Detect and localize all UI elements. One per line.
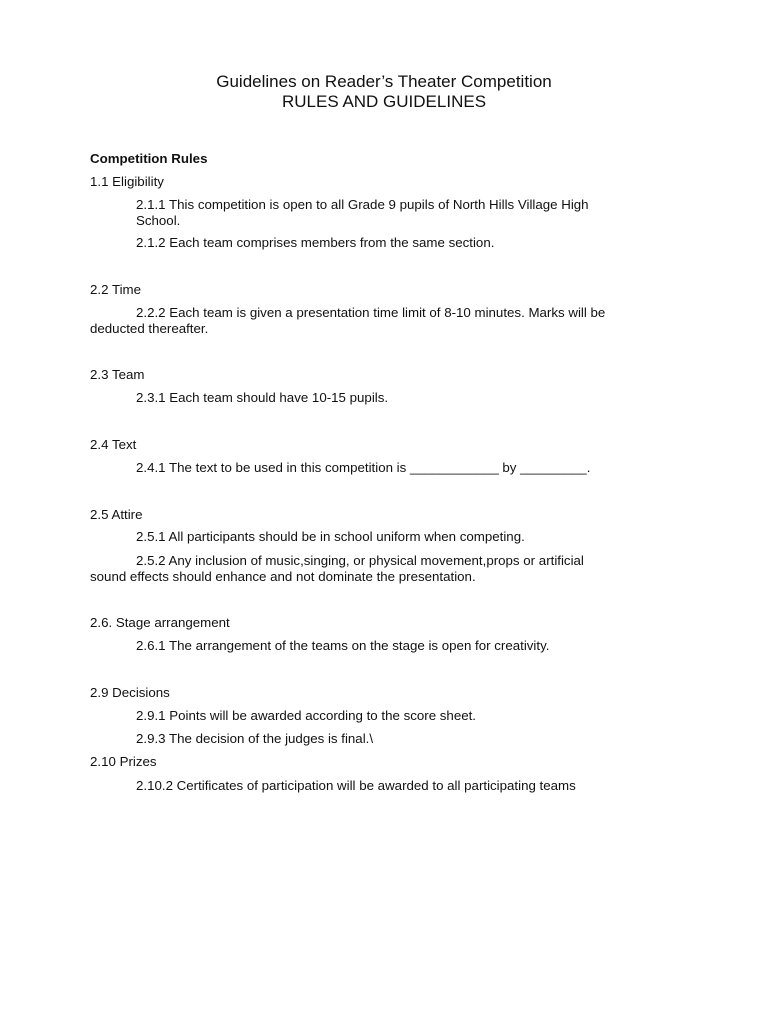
rule-item-2-5-1: 2.5.1 All participants should be in school uniform when competing.	[136, 529, 525, 544]
rule-item-2-9-1: 2.9.1 Points will be awarded according to the score sheet.	[136, 708, 477, 723]
section-heading-text: 2.4 Text	[90, 437, 137, 452]
competition-rules-heading: Competition Rules	[90, 151, 208, 166]
rule-item-2-10-2: 2.10.2 Certificates of participation will be awarded to all participating teams	[136, 778, 576, 793]
section-heading-team: 2.3 Team	[90, 367, 145, 382]
rule-item-2-4-1: 2.4.1 The text to be used in this competition is ____________ by _________.	[136, 460, 591, 475]
rule-item-2-1-1-cont: School.	[136, 213, 181, 228]
rule-item-2-2-2: 2.2.2 Each team is given a presentation time limit of 8-10 minutes. Marks will be	[136, 305, 606, 320]
document-subtitle: RULES AND GUIDELINES	[281, 92, 487, 111]
section-heading-decisions: 2.9 Decisions	[90, 685, 170, 700]
rule-item-2-6-1: 2.6.1 The arrangement of the teams on the stage is open for creativity.	[136, 638, 550, 653]
section-heading-eligibility: 1.1 Eligibility	[90, 174, 164, 189]
rule-item-2-1-1: 2.1.1 This competition is open to all Grade 9 pupils of North Hills Village High	[136, 197, 589, 212]
rule-item-2-3-1: 2.3.1 Each team should have 10-15 pupils.	[136, 390, 389, 405]
section-heading-stage-arrangement: 2.6. Stage arrangement	[90, 615, 230, 630]
rule-item-2-2-2-cont: deducted thereafter.	[90, 321, 209, 336]
rule-item-2-1-2: 2.1.2 Each team comprises members from the same section.	[136, 235, 495, 250]
section-heading-prizes: 2.10 Prizes	[90, 754, 157, 769]
document-title: Guidelines on Reader’s Theater Competition	[216, 72, 552, 91]
rule-item-2-5-2: 2.5.2 Any inclusion of music,singing, or physical movement,props or artificial	[136, 553, 584, 568]
section-heading-time: 2.2 Time	[90, 282, 141, 297]
section-heading-attire: 2.5 Attire	[90, 507, 143, 522]
rule-item-2-5-2-cont: sound effects should enhance and not dominate the presentation.	[90, 569, 476, 584]
rule-item-2-9-3: 2.9.3 The decision of the judges is final.\	[136, 731, 374, 746]
